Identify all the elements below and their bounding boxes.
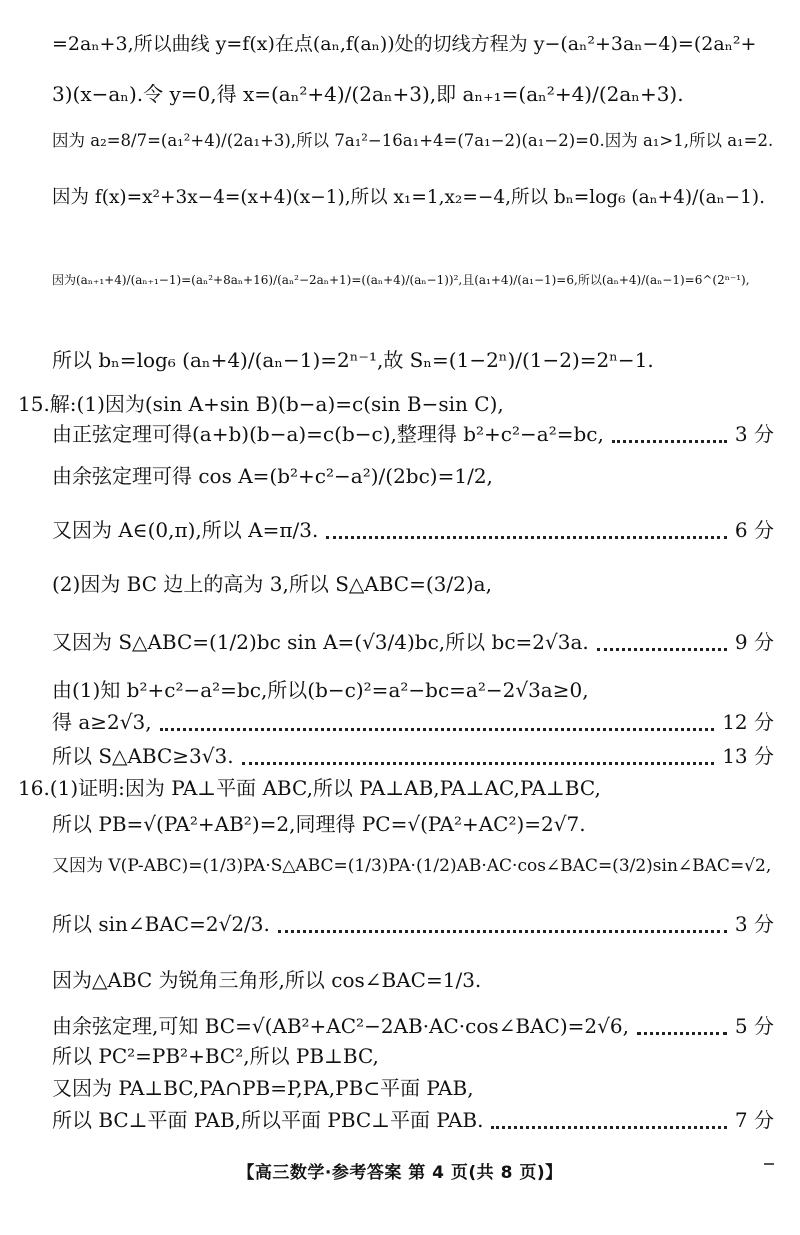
solution-line-text: 所以 sin∠BAC=2√2/3. [52,912,270,936]
solution-line [0,741,800,771]
solution-line [0,851,800,881]
solution-line-text: 所以 PB=√(PA²+AB²)=2,同理得 PC=√(PA²+AC²)=2√7. [52,812,586,836]
solution-line [0,126,800,156]
solution-line [0,265,800,295]
solution-line-text: 由余弦定理,可知 BC=√(AB²+AC²−2AB·AC·cos∠BAC)=2√6, [52,1014,629,1038]
score-label: 13 分 [722,744,774,768]
solution-line-text: 又因为 A∈(0,π),所以 A=π/3. [52,518,319,542]
solution-line-text: 因为 a₂=8/7=(a₁²+4)/(2a₁+3),所以 7a₁²−16a₁+4=(7a₁−2)(a₁−2)=0.因为 a₁>1,所以 a₁=2. [52,131,774,150]
dotted-leader [612,438,727,443]
score-label: 3 分 [734,912,774,936]
solution-line [0,345,800,375]
solution-line [0,389,800,419]
dotted-leader [278,928,727,933]
solution-line-text: 所以 bₙ=log₆ (aₙ+4)/(aₙ−1)=2ⁿ⁻¹,故 Sₙ=(1−2ⁿ)/(1−2)=2ⁿ−1. [52,348,654,372]
dotted-leader [597,646,727,651]
solution-line [0,1011,800,1041]
solution-line [0,569,800,599]
solution-line-text: 得 a≥2√3, [52,710,152,734]
solution-line [0,809,800,839]
solution-line [0,79,800,109]
solution-line [0,773,800,803]
solution-line-text: 又因为 V(P-ABC)=(1/3)PA·S△ABC=(1/3)PA·(1/2)AB·AC·cos∠BAC=(3/2)sin∠BAC=√2, [52,856,772,876]
solution-line [0,909,800,939]
solution-line-text: 因为△ABC 为锐角三角形,所以 cos∠BAC=1/3. [52,968,482,992]
solution-line-text: 因为 f(x)=x²+3x−4=(x+4)(x−1),所以 x₁=1,x₂=−4,所以 bₙ=log₆ (aₙ+4)/(aₙ−1). [52,187,765,208]
solution-line-text: 3)(x−aₙ).令 y=0,得 x=(aₙ²+4)/(2aₙ+3),即 aₙ₊₁=(aₙ²+4)/(2aₙ+3). [52,82,684,106]
solution-line-text: (2)因为 BC 边上的高为 3,所以 S△ABC=(3/2)a, [52,572,492,596]
score-label: 6 分 [734,518,774,542]
score-label: 5 分 [734,1014,774,1038]
solution-line [0,461,800,491]
solution-line-text: 由(1)知 b²+c²−a²=bc,所以(b−c)²=a²−bc=a²−2√3a≥0, [52,678,589,702]
solution-line [0,675,800,705]
dotted-leader [491,1124,726,1129]
solution-line-text: 所以 BC⊥平面 PAB,所以平面 PBC⊥平面 PAB. [52,1108,484,1132]
solution-line-text: 因为(aₙ₊₁+4)/(aₙ₊₁−1)=(aₙ²+8aₙ+16)/(aₙ²−2aₙ+1)=((aₙ+4)/(aₙ−1))²,且(a₁+4)/(a₁−1)=6,所以(aₙ+4)/(aₙ−1)=6^(2ⁿ⁻¹), [52,273,750,287]
solution-line [0,515,800,545]
dotted-leader [160,726,715,731]
solution-line-text: 16.(1)证明:因为 PA⊥平面 ABC,所以 PA⊥AB,PA⊥AC,PA⊥BC, [18,776,601,800]
corner-mark [764,1163,774,1165]
solution-line [0,183,800,213]
score-label: 7 分 [734,1108,774,1132]
dotted-leader [637,1030,727,1035]
solution-line-text: 15.解:(1)因为(sin A+sin B)(b−a)=c(sin B−sin C), [18,392,504,416]
solution-line [0,1041,800,1071]
solution-line [0,419,800,449]
solution-line-text: 又因为 S△ABC=(1/2)bc sin A=(√3/4)bc,所以 bc=2√3a. [52,630,589,654]
score-label: 3 分 [734,422,774,446]
solution-line-text: 由余弦定理可得 cos A=(b²+c²−a²)/(2bc)=1/2, [52,464,493,488]
score-label: 9 分 [734,630,774,654]
solution-line [0,707,800,737]
solution-line [0,965,800,995]
solution-line [0,29,800,59]
solution-line [0,1073,800,1103]
solution-line-text: =2aₙ+3,所以曲线 y=f(x)在点(aₙ,f(aₙ))处的切线方程为 y−(aₙ²+3aₙ−4)=(2aₙ²+ [52,33,757,55]
solution-line-text: 所以 PC²=PB²+BC²,所以 PB⊥BC, [52,1044,379,1068]
page-footer: 【高三数学·参考答案 第 4 页(共 8 页)】 [237,1162,563,1183]
solution-line [0,627,800,657]
dotted-leader [242,760,715,765]
solution-line-text: 又因为 PA⊥BC,PA∩PB=P,PA,PB⊂平面 PAB, [52,1076,474,1100]
score-label: 12 分 [722,710,774,734]
solution-line [0,1105,800,1135]
dotted-leader [326,534,727,539]
solution-line-text: 所以 S△ABC≥3√3. [52,744,234,768]
solution-line-text: 由正弦定理可得(a+b)(b−a)=c(b−c),整理得 b²+c²−a²=bc, [52,422,604,446]
